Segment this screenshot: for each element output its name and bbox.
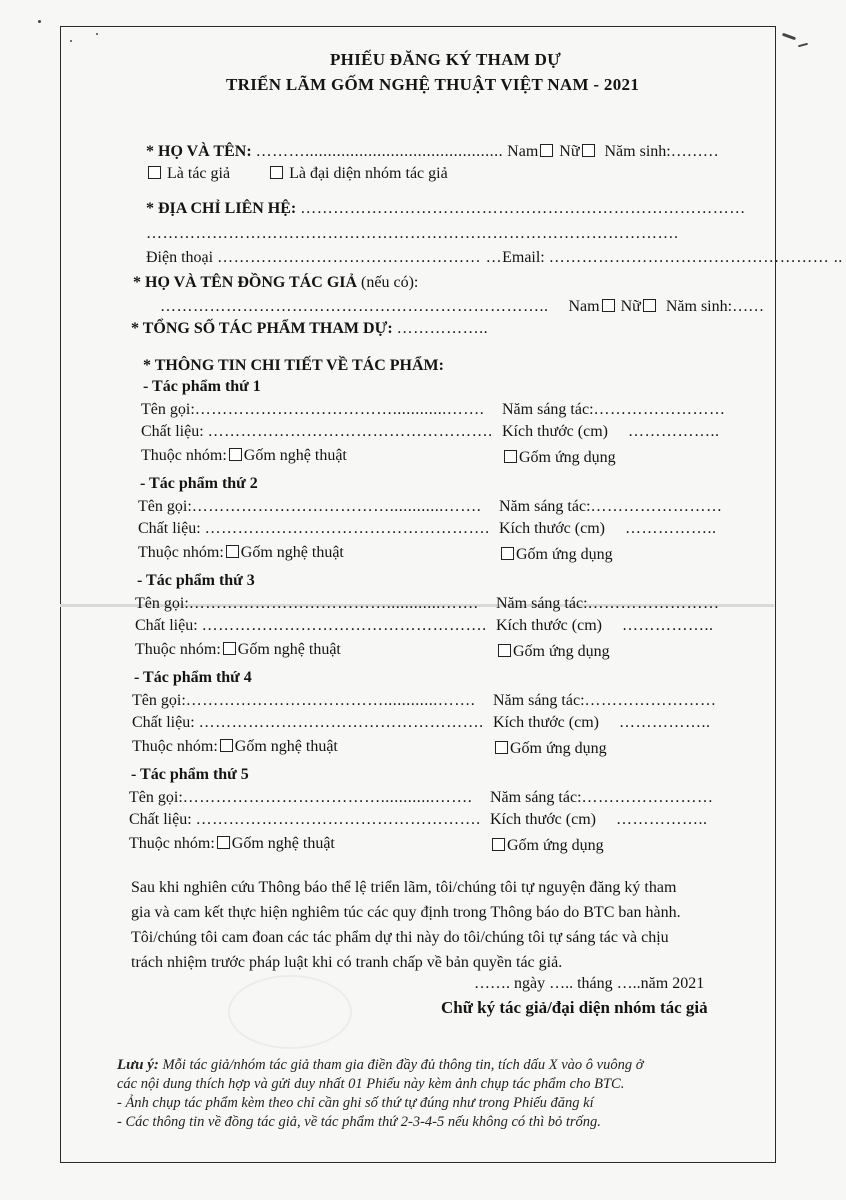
- gender-male-checkbox[interactable]: [540, 144, 553, 157]
- total-field[interactable]: ……………..: [396, 320, 489, 337]
- work-material-field[interactable]: …………………………………………….: [204, 520, 490, 537]
- total-row: [131, 320, 488, 338]
- work-size-field[interactable]: ……………..: [615, 811, 708, 828]
- work-material-row: [141, 423, 493, 441]
- note-line-4: - Các thông tin về đồng tác giả, về tác phẩm thứ 2-3-4-5 nếu không có thì bỏ trống.: [117, 1114, 601, 1130]
- work-group-applied-row: [499, 546, 613, 564]
- work-name-label: Tên gọi:: [141, 401, 195, 418]
- work-year-label: Năm sáng tác:: [496, 595, 588, 612]
- scan-mark: [798, 43, 808, 48]
- work-year-label: Năm sáng tác:: [499, 498, 591, 515]
- work-heading: - Tác phẩm thứ 5: [131, 766, 249, 783]
- work-year-field[interactable]: ……………………: [590, 498, 723, 515]
- address-field[interactable]: ………………………………………………………………………: [300, 200, 746, 217]
- work-heading: - Tác phẩm thứ 1: [143, 378, 261, 395]
- birth-year-field[interactable]: Năm sinh:………: [604, 143, 719, 160]
- work-size-field[interactable]: ……………..: [621, 617, 714, 634]
- work-material-row: [132, 714, 484, 732]
- work-name-field[interactable]: ………………………………............…….: [185, 692, 476, 709]
- work-size-row: [499, 520, 716, 538]
- group-art-label: Gốm nghệ thuật: [240, 544, 344, 561]
- work-size-field[interactable]: ……………..: [624, 520, 717, 537]
- work-year-row: [499, 498, 723, 516]
- group-art-checkbox[interactable]: [229, 448, 242, 461]
- work-size-row: [490, 811, 707, 829]
- is-representative-checkbox[interactable]: [270, 166, 283, 179]
- coauthor-label-row: [133, 274, 418, 292]
- group-art-label: Gốm nghệ thuật: [243, 447, 347, 464]
- work-year-field[interactable]: ……………………: [581, 789, 714, 806]
- work-group-row: [138, 544, 344, 562]
- work-year-row: [490, 789, 714, 807]
- work-group-applied-row: [496, 643, 610, 661]
- total-label: * TỔNG SỐ TÁC PHẨM THAM DỰ:: [131, 320, 393, 337]
- work-name-row: [132, 692, 475, 710]
- contact-row: [146, 249, 843, 267]
- group-applied-checkbox[interactable]: [492, 838, 505, 851]
- email-field[interactable]: …………………………………………… ..: [548, 249, 843, 266]
- work-year-label: Năm sáng tác:: [490, 789, 582, 806]
- is-representative-label: Là đại diện nhóm tác giả: [289, 165, 448, 182]
- coauthor-row: [160, 298, 764, 316]
- address-label: * ĐỊA CHỈ LIÊN HỆ:: [146, 200, 297, 217]
- note-line-3: - Ảnh chụp tác phẩm kèm theo chỉ cần ghi số thứ tự đúng như trong Phiếu đăng kí: [117, 1095, 594, 1111]
- note-prefix: Lưu ý:: [117, 1057, 159, 1073]
- work-group-applied-row: [490, 837, 604, 855]
- work-year-row: [496, 595, 720, 613]
- title-line-1: PHIẾU ĐĂNG KÝ THAM DỰ: [330, 50, 562, 69]
- work-group-row: [132, 738, 338, 756]
- gender-female-checkbox[interactable]: [582, 144, 595, 157]
- group-applied-label: Gốm ứng dụng: [507, 837, 604, 854]
- coauthor-gender-female-label: Nữ: [620, 298, 641, 315]
- work-group-label: Thuộc nhóm:: [138, 544, 224, 561]
- work-name-label: Tên gọi:: [138, 498, 192, 515]
- work-size-row: [502, 423, 719, 441]
- group-applied-label: Gốm ứng dụng: [513, 643, 610, 660]
- work-year-field[interactable]: ……………………: [584, 692, 717, 709]
- scan-speck: [96, 33, 98, 35]
- role-row: [146, 165, 448, 183]
- group-art-checkbox[interactable]: [217, 836, 230, 849]
- group-applied-checkbox[interactable]: [495, 741, 508, 754]
- work-year-field[interactable]: ……………………: [587, 595, 720, 612]
- work-group-row: [129, 835, 335, 853]
- group-art-label: Gốm nghệ thuật: [231, 835, 335, 852]
- work-name-field[interactable]: ………………………………............…….: [182, 789, 473, 806]
- work-name-row: [138, 498, 481, 516]
- group-art-checkbox[interactable]: [223, 642, 236, 655]
- work-year-label: Năm sáng tác:: [502, 401, 594, 418]
- coauthor-birth-year-field[interactable]: Năm sinh:……: [665, 298, 765, 315]
- title-line-2: TRIỂN LÃM GỐM NGHỆ THUẬT VIỆT NAM - 2021: [226, 75, 640, 94]
- group-applied-label: Gốm ứng dụng: [519, 449, 616, 466]
- work-material-field[interactable]: …………………………………………….: [207, 423, 493, 440]
- work-material-field[interactable]: …………………………………………….: [198, 714, 484, 731]
- coauthor-label: * HỌ VÀ TÊN ĐỒNG TÁC GIẢ: [133, 274, 358, 291]
- work-material-label: Chất liệu:: [135, 617, 198, 634]
- work-material-row: [138, 520, 490, 538]
- signature-label: Chữ ký tác giả/đại diện nhóm tác giả: [441, 998, 708, 1017]
- commitment-line-1: Sau khi nghiên cứu Thông báo thể lệ triển lãm, tôi/chúng tôi tự nguyện đăng ký tham: [131, 879, 677, 896]
- email-label: Email:: [502, 249, 545, 266]
- work-group-applied-row: [493, 740, 607, 758]
- note-text-1: Mỗi tác giả/nhóm tác giả tham gia điền đầy đủ thông tin, tích dấu X vào ô vuông ở: [162, 1057, 644, 1073]
- work-group-label: Thuộc nhóm:: [129, 835, 215, 852]
- commitment-line-3: Tôi/chúng tôi cam đoan các tác phẩm dự thi này do tôi/chúng tôi tự sáng tác và chịu: [131, 929, 669, 946]
- work-name-row: [135, 595, 478, 613]
- work-size-row: [493, 714, 710, 732]
- work-name-field[interactable]: ………………………………............…….: [191, 498, 482, 515]
- coauthor-name-field[interactable]: ……………………………………………………………..: [160, 298, 549, 315]
- scan-speck: [38, 20, 41, 23]
- work-material-row: [135, 617, 487, 635]
- applicant-name-label: * HỌ VÀ TÊN:: [146, 143, 252, 160]
- address-row: [146, 200, 746, 218]
- group-applied-label: Gốm ứng dụng: [516, 546, 613, 563]
- work-year-row: [493, 692, 717, 710]
- note-line-2: các nội dung thích hợp và gửi duy nhất 01 Phiếu này kèm ảnh chụp tác phẩm cho BTC.: [117, 1076, 625, 1092]
- work-size-label: Kích thước (cm): [490, 811, 596, 828]
- work-material-label: Chất liệu:: [138, 520, 201, 537]
- work-group-label: Thuộc nhóm:: [135, 641, 221, 658]
- commitment-line-2: gia và cam kết thực hiện nghiêm túc các quy định trong Thông báo do BTC ban hành.: [131, 904, 681, 921]
- commitment-paragraph: [131, 875, 681, 975]
- work-group-label: Thuộc nhóm:: [141, 447, 227, 464]
- coauthor-gender-male-label: Nam: [568, 298, 600, 315]
- is-author-checkbox[interactable]: [148, 166, 161, 179]
- details-header: * THÔNG TIN CHI TIẾT VỀ TÁC PHẨM:: [143, 357, 444, 374]
- note-line-1: [117, 1057, 643, 1074]
- work-group-applied-row: [502, 449, 616, 467]
- work-material-field[interactable]: …………………………………………….: [201, 617, 487, 634]
- work-heading: - Tác phẩm thứ 2: [140, 475, 258, 492]
- work-year-label: Năm sáng tác:: [493, 692, 585, 709]
- work-name-label: Tên gọi:: [129, 789, 183, 806]
- applicant-name-field[interactable]: ………............................................: [255, 143, 504, 160]
- scan-mark: [782, 33, 796, 41]
- work-material-row: [129, 811, 481, 829]
- group-applied-label: Gốm ứng dụng: [510, 740, 607, 757]
- work-size-label: Kích thước (cm): [496, 617, 602, 634]
- group-art-label: Gốm nghệ thuật: [234, 738, 338, 755]
- group-art-checkbox[interactable]: [226, 545, 239, 558]
- work-name-label: Tên gọi:: [132, 692, 186, 709]
- work-material-label: Chất liệu:: [132, 714, 195, 731]
- coauthor-gender-female-checkbox[interactable]: [643, 299, 656, 312]
- coauthor-gender-male-checkbox[interactable]: [602, 299, 615, 312]
- gender-male-label: Nam: [507, 143, 539, 160]
- work-size-label: Kích thước (cm): [502, 423, 608, 440]
- work-heading: - Tác phẩm thứ 3: [137, 572, 255, 589]
- work-group-label: Thuộc nhóm:: [132, 738, 218, 755]
- gender-female-label: Nữ: [559, 143, 580, 160]
- applicant-name-row: [146, 143, 719, 161]
- group-art-label: Gốm nghệ thuật: [237, 641, 341, 658]
- work-name-field[interactable]: ………………………………............…….: [194, 401, 485, 418]
- address-field-line-2[interactable]: …………………………………………………………………………………….: [146, 225, 679, 242]
- work-size-field[interactable]: ……………..: [618, 714, 711, 731]
- coauthor-note: (nếu có):: [361, 274, 419, 291]
- work-group-row: [135, 641, 341, 659]
- phone-label: Điện thoại: [146, 249, 214, 266]
- work-material-label: Chất liệu:: [129, 811, 192, 828]
- work-name-field[interactable]: ………………………………............…….: [188, 595, 479, 612]
- work-material-label: Chất liệu:: [141, 423, 204, 440]
- work-group-row: [141, 447, 347, 465]
- scan-speck: [70, 40, 72, 42]
- faint-stamp: [228, 975, 352, 1049]
- work-year-row: [502, 401, 726, 419]
- work-heading: - Tác phẩm thứ 4: [134, 669, 252, 686]
- work-material-field[interactable]: …………………………………………….: [195, 811, 481, 828]
- work-name-label: Tên gọi:: [135, 595, 189, 612]
- work-name-row: [141, 401, 484, 419]
- phone-field[interactable]: ………………………………………… …: [217, 249, 503, 266]
- group-applied-checkbox[interactable]: [501, 547, 514, 560]
- work-size-field[interactable]: ……………..: [627, 423, 720, 440]
- group-art-checkbox[interactable]: [220, 739, 233, 752]
- work-name-row: [129, 789, 472, 807]
- work-size-row: [496, 617, 713, 635]
- group-applied-checkbox[interactable]: [504, 450, 517, 463]
- work-year-field[interactable]: ……………………: [593, 401, 726, 418]
- is-author-label: Là tác giả: [167, 165, 231, 182]
- commitment-line-4: trách nhiệm trước pháp luật khi có tranh chấp về bản quyền tác giả.: [131, 954, 563, 971]
- work-size-label: Kích thước (cm): [493, 714, 599, 731]
- signature-date[interactable]: ……. ngày ….. tháng …..năm 2021: [474, 975, 705, 992]
- work-size-label: Kích thước (cm): [499, 520, 605, 537]
- group-applied-checkbox[interactable]: [498, 644, 511, 657]
